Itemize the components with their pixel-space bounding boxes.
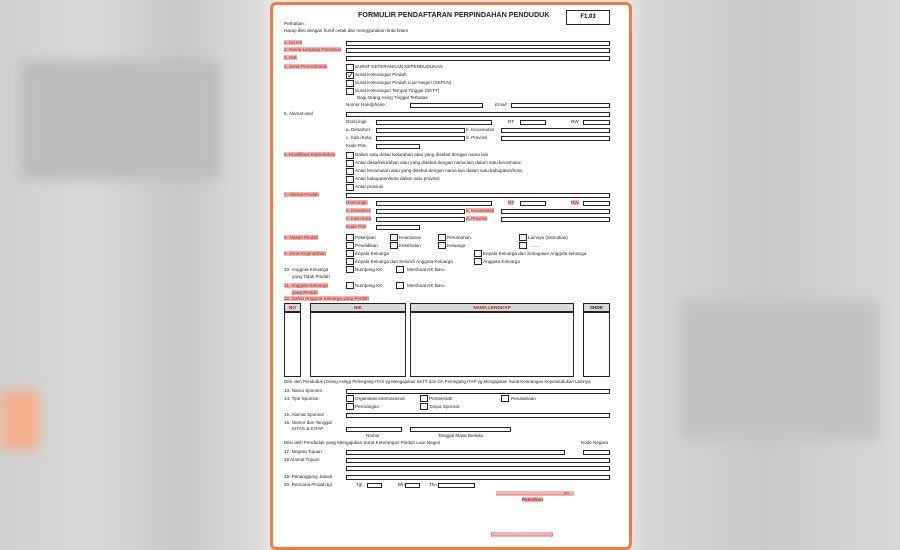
checkbox-lainnya[interactable]: [519, 234, 527, 241]
label-alasan: 8. Alasan Pindah: [284, 235, 319, 240]
negara-tujuan-field[interactable]: [346, 450, 565, 455]
opt-kk-seluruh: Kepala Keluarga dan Seluruh Anggota Keluarga: [355, 259, 453, 264]
checkbox-tanpa-sponsor[interactable]: [420, 403, 428, 410]
checkbox-kk-baru-10[interactable]: [396, 266, 404, 273]
opt-perumahan: Perumahan: [447, 235, 471, 240]
opt-numpang-kk-11: Numpang KK: [355, 283, 383, 288]
label-kodepos-pindah: Kode Pos: [346, 224, 366, 229]
desa-field[interactable]: [376, 128, 465, 133]
label-prov-pindah: d. Provinsi: [466, 216, 488, 221]
label-dsn: Dsn/Lingk.: [346, 119, 368, 124]
opt-perusahaan: Perusahaan: [511, 396, 536, 401]
label-anggota-pindah: 11. Anggota Keluarga: [284, 283, 328, 288]
opt-kk-baru-10: Membuat KK Baru: [407, 267, 445, 272]
checkbox-kk-seluruh[interactable]: [346, 258, 354, 265]
dsn-field[interactable]: [376, 120, 492, 125]
kitas-tanggal-field[interactable]: [410, 427, 511, 432]
form-code: F1.03: [566, 10, 610, 25]
label-anggota-pindah-2: yang Pindah: [292, 290, 318, 295]
checkbox-skpln[interactable]: [346, 80, 354, 87]
checkbox-kk[interactable]: [346, 250, 354, 257]
label-anggota-tidak-pindah: 10. Anggota Keluarga: [284, 267, 329, 272]
checkbox-keamanan[interactable]: [390, 234, 398, 241]
checkbox-pendidikan[interactable]: [346, 242, 354, 249]
note-luar-negeri: Diisi oleh Penduduk yang Mengajukan Surat Keterangan Pindah Luar Negeri: [284, 440, 441, 445]
kab-field[interactable]: [376, 136, 465, 141]
opt-kk-sebagian: Kepala Keluarga dan Sebagaian Anggota keluarga: [483, 251, 587, 256]
instruction-text: Harap diisi dengan huruf cetak dan menggunakan tinta hitam: [284, 28, 409, 33]
signature-date: ..........................., ........................20....: [496, 491, 574, 496]
provinsi-field[interactable]: [501, 136, 610, 141]
penanggung-jawab-field[interactable]: [346, 475, 610, 480]
label-nik: 3. NIK: [284, 55, 297, 60]
checkbox-skp-checked[interactable]: ✓: [347, 71, 354, 80]
klasifikasi-opt-2: Antar desa/kelurahan atau yang disebut dengan nama lain dalam satu kecamatan: [355, 160, 522, 165]
opt-perorangan: Perorangan: [355, 404, 380, 409]
form-title: FORMULIR PENDAFTARAN PERPINDAHAN PENDUDUK: [358, 10, 550, 19]
checkbox-org-internasional[interactable]: [346, 395, 354, 402]
alamat-tujuan-field-2[interactable]: [346, 466, 610, 471]
checkbox-anggota[interactable]: [474, 258, 482, 265]
opt-keamanan: Keamanan: [399, 235, 422, 240]
label-kec-pindah: b. Kecamatan: [466, 208, 495, 213]
kec-pindah-field[interactable]: [501, 209, 610, 214]
label-alamat-sponsor: 15. Alamat Sponsor: [284, 412, 325, 417]
label-desa: a. Desa/Kel.: [346, 127, 372, 132]
label-pemohon: Pemohon: [522, 497, 543, 502]
label-rt-pindah: RT: [508, 200, 515, 205]
label-kitas-2: KITAS & KITAP: [292, 426, 324, 431]
label-rt: RT: [508, 119, 515, 124]
label-rw: RW: [571, 119, 579, 124]
label-nomor: Nomor: [366, 433, 380, 438]
checkbox-numpang-kk-11[interactable]: [346, 282, 354, 289]
label-dsn-pindah: Dsn/Lingk.: [346, 200, 368, 205]
label-daftar-anggota: 12. Daftar Anggota Keluarga yang Pindah: [284, 296, 369, 301]
checkbox-klasifikasi-3[interactable]: [346, 168, 354, 175]
label-tgl: Tgl: [356, 482, 363, 487]
klasifikasi-opt-5: Antar provinsi: [355, 184, 384, 189]
label-masa-berlaku: Tanggal Masa Berlaku: [438, 433, 484, 438]
opt-pendidikan: Pendidikan: [355, 243, 378, 248]
rw-field[interactable]: [583, 120, 610, 125]
label-kab-pindah: c. Kab./Kota: [346, 216, 372, 221]
label-alamat-asal: 5. Alamat asal: [284, 111, 313, 116]
kitas-nomor-field[interactable]: [346, 427, 402, 432]
checkbox-klasifikasi-5[interactable]: [346, 184, 354, 191]
label-no-kk: 1. No KK: [284, 40, 303, 45]
label-negara-tujuan: 17. Negara Tujuan: [284, 449, 322, 454]
klasifikasi-opt-1: Dalam satu desa/ Kelurahan atau yang disebut dengan nama lain: [355, 152, 489, 157]
checkbox-perorangan[interactable]: [346, 403, 354, 410]
opt-numpang-kk-10: Numpang KK: [355, 267, 383, 272]
label-nama: 2. Nama Lengkap Pemohon: [284, 47, 342, 52]
thn-field[interactable]: [438, 483, 475, 488]
opt-sktt: Surat Keterangan Tempat Tinggal (SKTT): [355, 88, 440, 93]
checkbox-klasifikasi-2[interactable]: [346, 160, 354, 167]
checkbox-keluarga[interactable]: [438, 242, 446, 249]
checkbox-numpang-kk-10[interactable]: [346, 266, 354, 273]
checkbox-perumahan[interactable]: [438, 234, 446, 241]
kodepos-field[interactable]: [376, 144, 420, 149]
label-rw-pindah: RW: [571, 200, 579, 205]
alamat-pindah-field[interactable]: [346, 193, 610, 198]
opt-kk-baru-11: Membuat KK Baru: [407, 283, 445, 288]
opt-kesehatan: Kesehatan: [399, 243, 421, 248]
label-email: Email :: [495, 102, 510, 107]
label-klasifikasi: 6. Klasifikasi Kepindahan: [284, 152, 336, 157]
label-alamat-pindah: 7. Alamat Pindah: [284, 192, 319, 197]
klasifikasi-opt-3: Antar kecamatan atau yang disebut dengan nama lain dalam satu kabupaten/kota;: [355, 168, 523, 173]
opt-pemerintah: Pemerintah: [429, 396, 453, 401]
checkbox-pekerjaan[interactable]: [346, 234, 354, 241]
nama-field[interactable]: [346, 48, 610, 53]
nama-sponsor-field[interactable]: [346, 389, 610, 394]
label-tipe-sponsor: 14. Tipe Sponsor: [284, 396, 319, 401]
rw-pindah-field[interactable]: [583, 201, 610, 206]
alamat-sponsor-field[interactable]: [346, 413, 610, 418]
opt-lainnya: Lainnya (Sebutkan): [528, 235, 568, 240]
dsn-pindah-field[interactable]: [376, 201, 492, 206]
cell-nama[interactable]: [410, 312, 574, 377]
opt-kk: Kepala Keluarga: [355, 251, 389, 256]
desa-pindah-field[interactable]: [376, 209, 465, 214]
col-shdk: SHDK: [583, 303, 610, 312]
checkbox-kk-sebagian[interactable]: [474, 250, 482, 257]
tgl-field[interactable]: [367, 483, 382, 488]
label-kitas: 16. Nomor dan Tanggal: [284, 420, 332, 425]
label-provinsi: d. Provinsi: [466, 135, 488, 140]
opt-anggota: Anggota Keluarga: [483, 259, 520, 264]
cell-nik[interactable]: [310, 312, 406, 377]
alamat-asal-field[interactable]: [346, 112, 610, 117]
label-bln: Bln: [398, 482, 405, 487]
label-jenis-kepindahan: 9. Jenis Kepindahan: [284, 251, 326, 256]
label-thn: Thn: [429, 482, 437, 487]
label-kode-negara: Kode Negara: [581, 440, 609, 445]
kode-negara-field[interactable]: [583, 450, 610, 455]
opt-keluarga: Keluarga: [447, 243, 466, 248]
label-rencana-pindah: 20. Rencana Pindah tgl: [284, 482, 332, 487]
rt-pindah-field[interactable]: [520, 201, 546, 206]
label-desa-pindah: a. Desa/Kel.: [346, 208, 372, 213]
checkbox-perusahaan[interactable]: [501, 395, 509, 402]
label-kodepos: Kode Pos: [346, 143, 366, 148]
opt-sktt-sub: Bagi Orang Asing Tinggal Terbatas: [357, 95, 428, 100]
opt-skk: SURAT KETERANGAN KEPENDUDUKAN: [355, 64, 443, 69]
rt-field[interactable]: [520, 120, 546, 125]
col-nik: NIK: [310, 303, 406, 312]
prov-pindah-field[interactable]: [501, 217, 610, 222]
checkbox-pemerintah[interactable]: [420, 395, 428, 402]
checkbox-sktt[interactable]: [346, 88, 354, 95]
opt-skp: Surat Keterangan Pindah: [355, 72, 407, 77]
bln-field[interactable]: [405, 483, 420, 488]
label-alamat-tujuan: 18 Alamat Tujuan: [284, 457, 320, 462]
checkbox-skk[interactable]: [346, 64, 354, 71]
checkbox-kesehatan[interactable]: [390, 242, 398, 249]
email-field[interactable]: [511, 103, 610, 108]
notice-label: Perhatian :: [284, 21, 307, 26]
phone-field[interactable]: [410, 103, 483, 108]
opt-pekerjaan: Pekerjaan: [355, 235, 376, 240]
label-phone: Nomor Handphone :: [346, 102, 388, 107]
col-no: NO: [284, 303, 301, 312]
checkbox-lainnya-2[interactable]: [519, 242, 527, 249]
checkbox-klasifikasi-1[interactable]: [346, 152, 354, 159]
opt-org-internasional: Organisasi Internasional: [355, 396, 405, 401]
col-nama: NAMA LENGKAP: [410, 303, 574, 312]
note-sponsor: Diisi oleh Penduduk (Orang Asing) Pemegang ITAS yg Mengajukan SKTT dan OA Pemegang ITAP yg Mengajukan Surat Keterangan Kependudukan Lainnya: [284, 379, 591, 384]
opt-tanpa-sponsor: Tanpa Sponsor: [429, 404, 460, 409]
klasifikasi-opt-4: Antar kabupaten/kota dalam satu provinsi: [355, 176, 440, 181]
label-kab: c. Kab./Kota: [346, 135, 372, 140]
opt-lainnya-blank: ........: [530, 243, 541, 248]
no-kk-field[interactable]: [346, 41, 610, 46]
kab-pindah-field[interactable]: [376, 217, 465, 222]
label-anggota-tidak-pindah-2: yang Tidak Pindah: [292, 274, 330, 279]
checkbox-kk-baru-11[interactable]: [396, 282, 404, 289]
label-penanggung-jawab: 19. Penanggung Jawab: [284, 474, 333, 479]
nik-field[interactable]: [346, 56, 610, 61]
label-jenis-permohonan: 4. Jenis Permohonan: [284, 64, 328, 69]
checkbox-klasifikasi-4[interactable]: [346, 176, 354, 183]
cell-no[interactable]: [284, 312, 301, 377]
label-nama-sponsor: 13. Nama Sponsor: [284, 388, 323, 393]
kodepos-pindah-field[interactable]: [376, 225, 420, 230]
cell-shdk[interactable]: [583, 312, 610, 377]
kecamatan-field[interactable]: [501, 128, 610, 133]
signature-name: (..............................................): [491, 532, 553, 537]
alamat-tujuan-field[interactable]: [346, 458, 610, 463]
opt-skpln: Surat Keterangan Pindah Luar Negeri (SKPLN): [355, 80, 452, 85]
label-kecamatan: b. Kecamatan: [466, 127, 495, 132]
